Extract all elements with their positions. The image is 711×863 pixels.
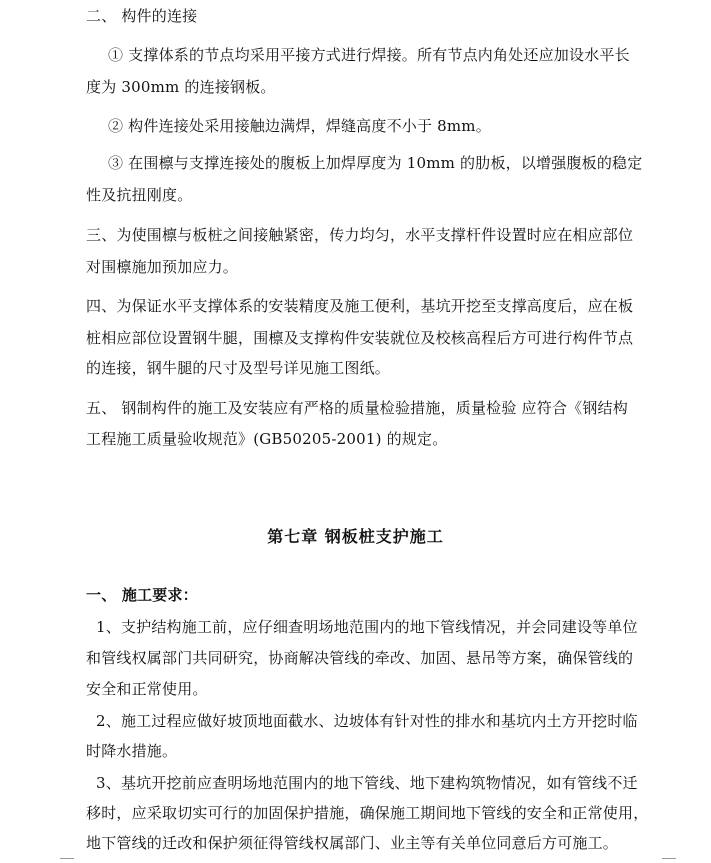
chapter-7-item-1-line-1: 1、支护结构施工前，应仔细查明场地范围内的地下管线情况，并会同建设等单位 — [96, 618, 638, 636]
chapter-7-item-3-line-2: 移时，应采取切实可行的加固保护措施，确保施工期间地下管线的安全和正常使用， — [86, 804, 649, 822]
chapter-7-item-2-line-2: 时降水措施。 — [86, 742, 178, 760]
section-4-line-2: 桩相应部位设置钢牛腿，围檩及支撑构件安装就位及校核高程后方可进行构件节点 — [86, 329, 634, 347]
section-4-line-3: 的连接，钢牛腿的尺寸及型号详见施工图纸。 — [86, 359, 391, 377]
chapter-7-item-1-line-2: 和管线权属部门共同研究，协商解决管线的牵改、加固、悬吊等方案，确保管线的 — [86, 649, 634, 667]
chapter-title: 第七章 钢板桩支护施工 — [267, 527, 444, 546]
section-3-line-2: 对围檩施加预加应力。 — [86, 258, 239, 276]
chapter-7-item-3-line-3: 地下管线的迁改和保护须征得管线权属部门、业主等有关单位同意后方可施工。 — [86, 834, 619, 852]
chapter-7-item-3-line-1: 3、基坑开挖前应查明场地范围内的地下管线、地下建构筑物情况，如有管线不迁 — [96, 774, 638, 792]
section-2-item-3-line-2: 性及抗扭刚度。 — [86, 186, 193, 204]
section-2-item-1-line-1: ① 支撑体系的节点均采用平接方式进行焊接。所有节点内角处还应加设水平长 — [108, 46, 630, 64]
section-5-line-2: 工程施工质量验收规范》(GB50205-2001) 的规定。 — [86, 430, 448, 448]
section-2-heading: 二、 构件的连接 — [86, 7, 198, 25]
chapter-7-item-2-line-1: 2、施工过程应做好坡顶地面截水、边坡体有针对性的排水和基坑内土方开挖时临 — [96, 712, 638, 730]
section-2-item-3-line-1: ③ 在围檩与支撑连接处的腹板上加焊厚度为 10mm 的肋板，以增强腹板的稳定 — [108, 154, 643, 172]
section-2-item-2: ② 构件连接处采用接触边满焊，焊缝高度不小于 8mm。 — [108, 117, 491, 135]
section-2-item-1-line-2: 度为 300mm 的连接钢板。 — [86, 78, 276, 96]
section-3-line-1: 三、为使围檩与板桩之间接触紧密，传力均匀，水平支撑杆件设置时应在相应部位 — [86, 226, 634, 244]
left-crop-mark — [60, 858, 74, 859]
chapter-7-item-1-line-3: 安全和正常使用。 — [86, 680, 208, 698]
section-4-line-1: 四、为保证水平支撑体系的安装精度及施工便利，基坑开挖至支撑高度后，应在板 — [86, 297, 634, 315]
chapter-7-section-1-heading: 一、 施工要求： — [86, 586, 198, 604]
right-crop-mark — [662, 858, 676, 859]
section-5-line-1: 五、 钢制构件的施工及安装应有严格的质量检验措施，质量检验 应符合《钢结构 — [86, 399, 628, 417]
